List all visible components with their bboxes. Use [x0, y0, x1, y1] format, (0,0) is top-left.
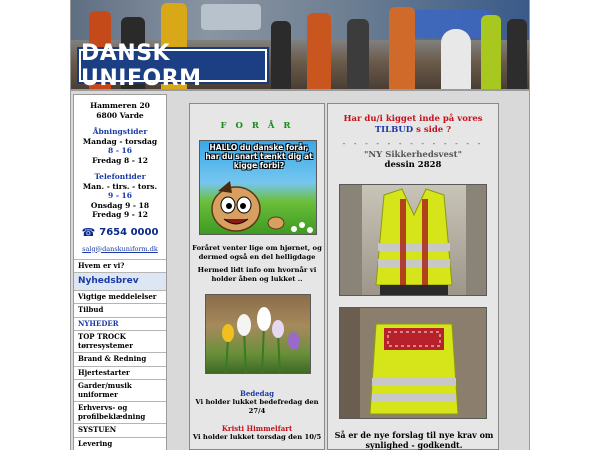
menu-item-hvem-er-vi[interactable]: Hvem er vi? [74, 259, 166, 273]
phone-number-block [74, 226, 166, 239]
menu-item-nyheder[interactable]: NYHEDER [74, 317, 166, 331]
promo-line-1: Har du/i kigget inde på vores [343, 114, 483, 124]
phone-number: 7654 0000 [99, 226, 159, 238]
flowers-image [205, 294, 311, 374]
himmelfart-text: Vi holder lukket torsdag den 10/5 [192, 433, 322, 441]
vest-back-photo [339, 307, 487, 419]
phone-hours-line: Fredag 9 - 12 [92, 210, 148, 219]
safety-vest-back-icon [340, 308, 487, 419]
spring-panel [189, 103, 325, 450]
phone-hours-line: 9 - 16 [108, 191, 132, 200]
phone-hours-line: Man. - tirs. - tors. [82, 181, 158, 191]
menu-item-hjertestarter[interactable]: Hjertestarter [74, 366, 166, 380]
cartoon-character-icon [200, 141, 317, 235]
menu-item-systuen[interactable]: SYSTUEN [74, 423, 166, 437]
cartoon-image [199, 140, 317, 235]
address-line: 6800 Varde [96, 110, 144, 120]
spring-paragraph-2: Hermed lidt info om hvornår vi holder åben og lukket .. [197, 266, 317, 283]
logo-text: DANSK UNIFORM [81, 40, 202, 91]
promo-panel [327, 103, 499, 450]
spring-title: F O R Å R [220, 121, 294, 131]
spring-paragraph-1: Foråret venter lige om hjørnet, og dermed også en del helligdage [192, 244, 322, 261]
address-line: Hammeren 20 [90, 101, 150, 110]
sidebar-menu [74, 259, 166, 450]
address-block [74, 95, 166, 220]
vest-caption: Så er de nye forslag til nye krav om synlighed - godkendt. [334, 430, 494, 450]
menu-item-vigtige-meddelelser[interactable]: Vigtige meddelelser [74, 290, 166, 304]
menu-item-top-trock[interactable]: TOP TROCK tørresystemer [74, 330, 166, 352]
promo-side-text: s side ? [416, 125, 452, 135]
phone-hours-line: Onsdag 9 - 18 [90, 200, 150, 210]
phone-hours-title: Telefontider [94, 172, 146, 181]
sidebar [73, 94, 167, 450]
menu-item-erhvervs[interactable]: Erhvervs- og profilbeklædning [74, 401, 166, 423]
divider: - - - - - - - - - - - - - [342, 139, 484, 148]
menu-item-nyhedsbrev[interactable]: Nyhedsbrev [74, 272, 166, 290]
tilbud-link[interactable]: TILBUD [374, 125, 414, 135]
menu-item-garder-musik[interactable]: Garder/musik uniformer [74, 379, 166, 401]
menu-item-brand-redning[interactable]: Brand & Redning [74, 352, 166, 366]
menu-item-tilbud[interactable]: Tilbud [74, 303, 166, 317]
product-name: "NY Sikkerhedsvest" [363, 150, 463, 160]
cartoon-caption: HALLO du danske forår, har du snart tænkt dig at kigge forbi? [205, 143, 313, 170]
bededag-text: Vi holder lukket bedefredag den 27/4 [195, 398, 319, 415]
bededag-title: Bededag [239, 389, 275, 398]
telephone-icon: ☎ [81, 225, 96, 239]
hours-title: Åbningstider [92, 127, 148, 136]
menu-item-levering[interactable]: Levering [74, 437, 166, 450]
himmelfart-title: Kristi Himmelfart [221, 424, 293, 433]
hours-line: Fredag 8 - 12 [92, 155, 148, 165]
safety-vest-front-icon [340, 185, 487, 296]
hours-line: 8 - 16 [108, 146, 132, 155]
product-design: dessin 2828 [384, 160, 442, 170]
crocus-flowers-icon [206, 295, 311, 374]
email-link[interactable]: salg@danskuniform.dk [82, 244, 158, 253]
header-banner [71, 0, 529, 91]
logo[interactable] [77, 40, 269, 91]
hours-line: Mandag - torsdag [82, 136, 158, 146]
vest-front-photo [339, 184, 487, 296]
